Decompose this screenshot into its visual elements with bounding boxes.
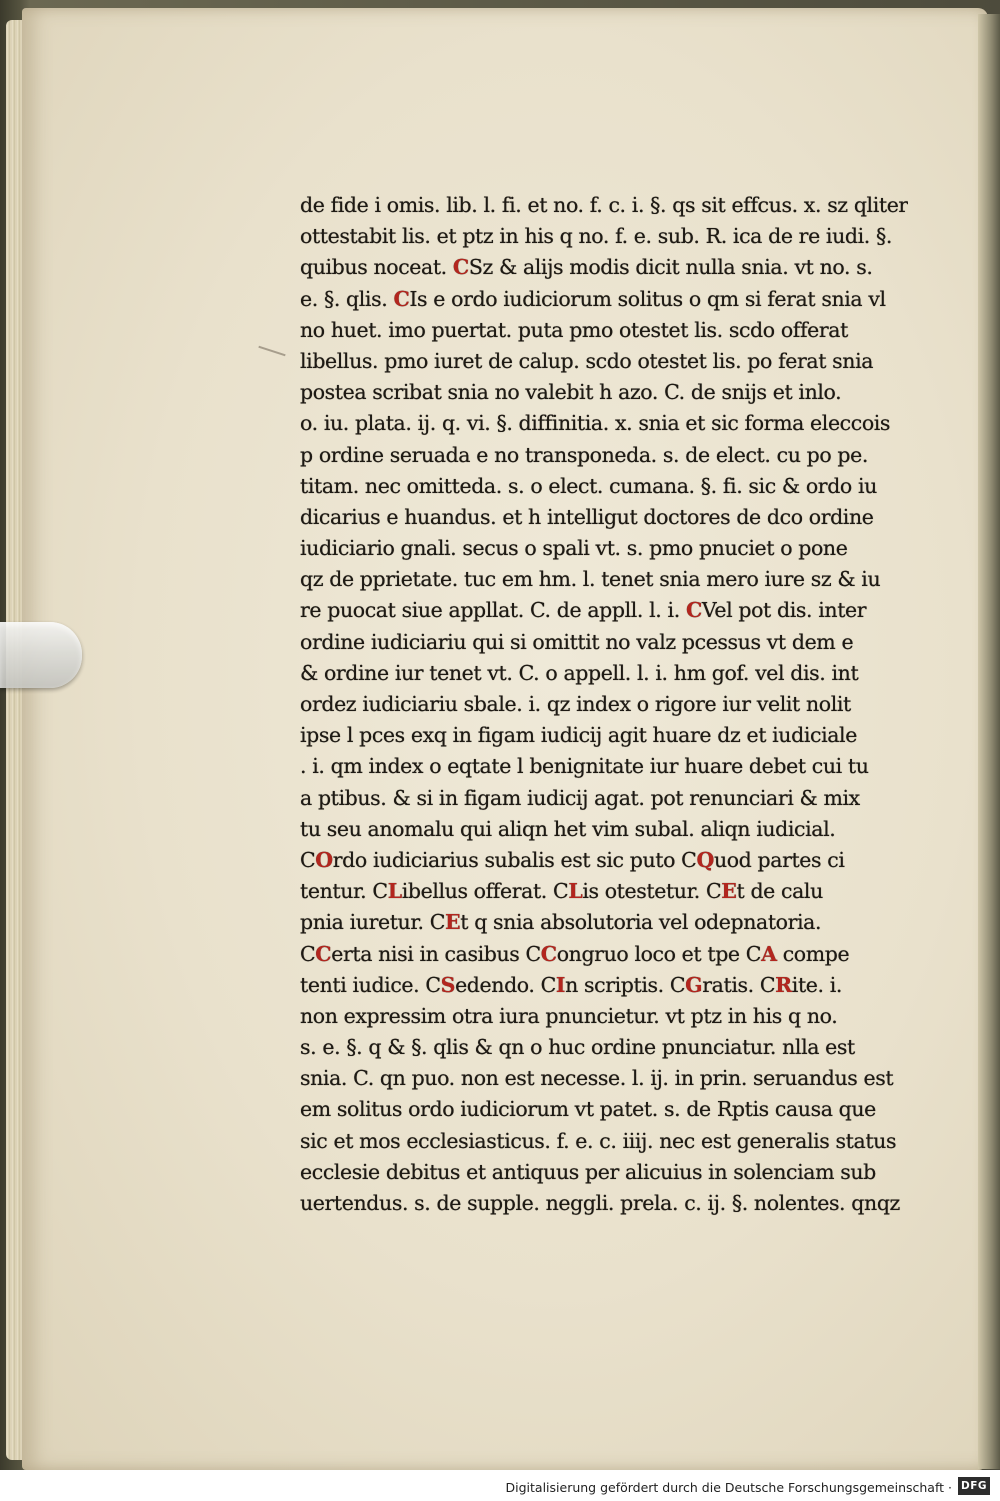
text-segment: a ptibus. & si in figam iudicij agat. pot renunciari & mix xyxy=(300,785,860,810)
text-line xyxy=(300,814,908,845)
text-segment: de fide i omis. lib. l. fi. et no. f. c. i. §. qs sit effcus. x. sz qliter xyxy=(300,193,908,217)
text-line xyxy=(300,1157,908,1188)
rubric-initial: S xyxy=(440,972,456,997)
text-segment: titam. nec omitteda. s. o elect. cumana. §. fi. sic & ordo iu xyxy=(300,473,877,498)
text-line xyxy=(300,1063,908,1094)
text-line xyxy=(300,471,908,502)
text-segment: C xyxy=(372,879,388,904)
text-segment: p ordine seruada e no transponeda. s. de elect. cu po pe. xyxy=(300,442,868,467)
text-line xyxy=(300,907,908,938)
text-segment: postea scribat snia no valebit h azo. C. de snijs et inlo. xyxy=(300,380,842,405)
rubric-initial: O xyxy=(315,847,333,872)
text-line xyxy=(300,1188,908,1219)
text-segment: ite. i. xyxy=(791,972,843,997)
text-segment: ottestabit lis. et ptz in his q no. f. e. sub. R. ica de re iudi. §. xyxy=(300,224,892,249)
text-segment: iudiciario gnali. secus o spali vt. s. pmo pnuciet o pone xyxy=(300,536,848,561)
rubric-initial: I xyxy=(555,972,566,997)
text-segment: ecclesie debitus et antiquus per alicuius in solenciam sub xyxy=(300,1159,876,1184)
text-segment: pnia iuretur. xyxy=(300,910,430,935)
text-segment: tentur. xyxy=(300,879,373,904)
text-segment: quibus noceat. xyxy=(300,255,453,280)
text-line xyxy=(300,720,908,751)
dfg-logo: DFG xyxy=(958,1477,990,1495)
rubric-initial: C xyxy=(540,941,557,966)
text-segment: ongruo loco et tpe xyxy=(556,941,746,966)
text-segment: erta nisi in casibus xyxy=(331,941,526,966)
text-line xyxy=(300,658,908,689)
text-segment: em solitus ordo iudiciorum vt patet. s. de Rptis causa que xyxy=(300,1097,876,1122)
text-segment: . i. qm index o eqtate l benignitate iur huare debet cui tu xyxy=(300,754,869,779)
text-segment: C xyxy=(300,847,316,872)
rubric-initial: L xyxy=(387,879,402,904)
text-segment: ibellus offerat. xyxy=(401,879,554,904)
text-segment: qz de pprietate. tuc em hm. l. tenet snia mero iure sz & iu xyxy=(300,567,881,592)
text-segment: Is e ordo iudiciorum solitus o qm si ferat snia vl xyxy=(409,286,886,311)
text-line xyxy=(300,876,908,907)
text-line xyxy=(300,408,908,439)
text-line xyxy=(300,783,908,814)
text-line xyxy=(300,252,908,283)
rubric-initial: E xyxy=(445,910,461,935)
text-line xyxy=(300,533,908,564)
text-segment: C xyxy=(705,879,722,904)
text-line xyxy=(300,190,908,221)
text-line xyxy=(300,1094,908,1125)
text-segment: n scriptis. xyxy=(565,972,670,997)
text-segment: tu seu anomalu qui aliqn het vim subal. aliqn iudicial. xyxy=(300,816,836,841)
text-segment: libellus. pmo iuret de calup. scdo otestet lis. po ferat snia xyxy=(300,348,874,373)
text-line xyxy=(300,595,908,626)
text-line xyxy=(300,689,908,720)
text-line xyxy=(300,970,908,1001)
incunabula-text-block xyxy=(300,190,908,1219)
text-segment: s. e. §. q & §. qlis & qn o huc ordine pnunciatur. nlla est xyxy=(300,1035,855,1060)
text-segment: C xyxy=(429,910,446,935)
rubric-initial: R xyxy=(775,972,792,997)
text-line xyxy=(300,1126,908,1157)
text-segment: C xyxy=(759,972,776,997)
text-segment: Sz & alijs modis dicit nulla snia. vt no. s. xyxy=(468,255,873,280)
rubric-initial: Q xyxy=(696,847,714,872)
text-line xyxy=(300,346,908,377)
rubric-initial: C xyxy=(315,941,332,966)
text-line xyxy=(300,1001,908,1032)
text-segment: C xyxy=(540,972,556,997)
text-segment: ordine iudiciariu qui si omittit no valz pcessus vt dem e xyxy=(300,629,854,654)
text-segment: rdo iudiciarius subalis est sic puto xyxy=(332,847,682,872)
text-segment: Vel pot dis. inter xyxy=(701,598,867,623)
footer-credit: Digitalisierung gefördert durch die Deutsche Forschungsgemeinschaft · xyxy=(505,1480,952,1495)
text-line xyxy=(300,284,908,315)
text-line xyxy=(300,564,908,595)
rubric-initial: G xyxy=(685,972,703,997)
book-right-edge xyxy=(978,14,1000,1469)
text-segment: no huet. imo puertat. puta pmo otestet lis. scdo offerat xyxy=(300,317,848,342)
text-line xyxy=(300,221,908,252)
text-segment: sic et mos ecclesiasticus. f. e. c. iiij. nec est generalis status xyxy=(300,1128,897,1153)
text-segment: C xyxy=(745,941,762,966)
text-segment: C xyxy=(553,879,569,904)
text-segment: & ordine iur tenet vt. C. o appell. l. i. hm gof. vel dis. int xyxy=(300,660,859,685)
text-line xyxy=(300,939,908,970)
text-line xyxy=(300,1032,908,1063)
rubric-initial: L xyxy=(568,879,583,904)
text-segment: t de calu xyxy=(736,879,823,904)
text-segment: o. iu. plata. ij. q. vi. §. diffinitia. x. snia et sic forma eleccois xyxy=(300,411,891,436)
text-segment: ordez iudiciariu sbale. i. qz index o rigore iur velit nolit xyxy=(300,692,851,716)
text-line xyxy=(300,845,908,876)
rubric-initial: A xyxy=(761,941,777,966)
text-segment: non expressim otra iura pnuncietur. vt ptz in his q no. xyxy=(300,1003,838,1028)
rubric-initial: C xyxy=(393,286,410,311)
text-segment: t q snia absolutoria vel odepnatoria. xyxy=(460,910,822,935)
text-segment: is otestetur. xyxy=(582,879,706,904)
text-segment: C xyxy=(425,972,441,997)
text-segment: C xyxy=(681,847,697,872)
text-line xyxy=(300,627,908,658)
text-line xyxy=(300,502,908,533)
text-segment: tenti iudice. xyxy=(300,972,426,997)
text-segment: uertendus. s. de supple. neggli. prela. c. ij. §. nolentes. qnqz xyxy=(300,1191,900,1215)
page-holder-clip xyxy=(0,622,82,688)
text-segment: uod partes ci xyxy=(713,847,845,872)
text-segment: edendo. xyxy=(455,972,541,997)
text-line xyxy=(300,315,908,346)
text-segment: C xyxy=(525,941,541,966)
text-line xyxy=(300,440,908,471)
rubric-initial: C xyxy=(685,598,702,623)
text-segment: e. §. qlis. xyxy=(300,286,394,311)
rubric-initial: C xyxy=(452,255,469,280)
text-line xyxy=(300,751,908,782)
text-segment: re puocat siue appllat. C. de appll. l. i. xyxy=(300,598,686,623)
text-line xyxy=(300,377,908,408)
text-segment: ipse l pces exq in figam iudicij agit huare dz et iudiciale xyxy=(300,723,857,748)
text-segment: C xyxy=(300,941,316,966)
text-segment: snia. C. qn puo. non est necesse. l. ij. in prin. seruandus est xyxy=(300,1066,894,1091)
text-segment: C xyxy=(669,972,686,997)
rubric-initial: E xyxy=(721,879,737,904)
text-segment: ratis. xyxy=(702,972,760,997)
text-segment: dicarius e huandus. et h intelligut doctores de dco ordine xyxy=(300,504,874,529)
text-segment: compe xyxy=(776,941,850,966)
